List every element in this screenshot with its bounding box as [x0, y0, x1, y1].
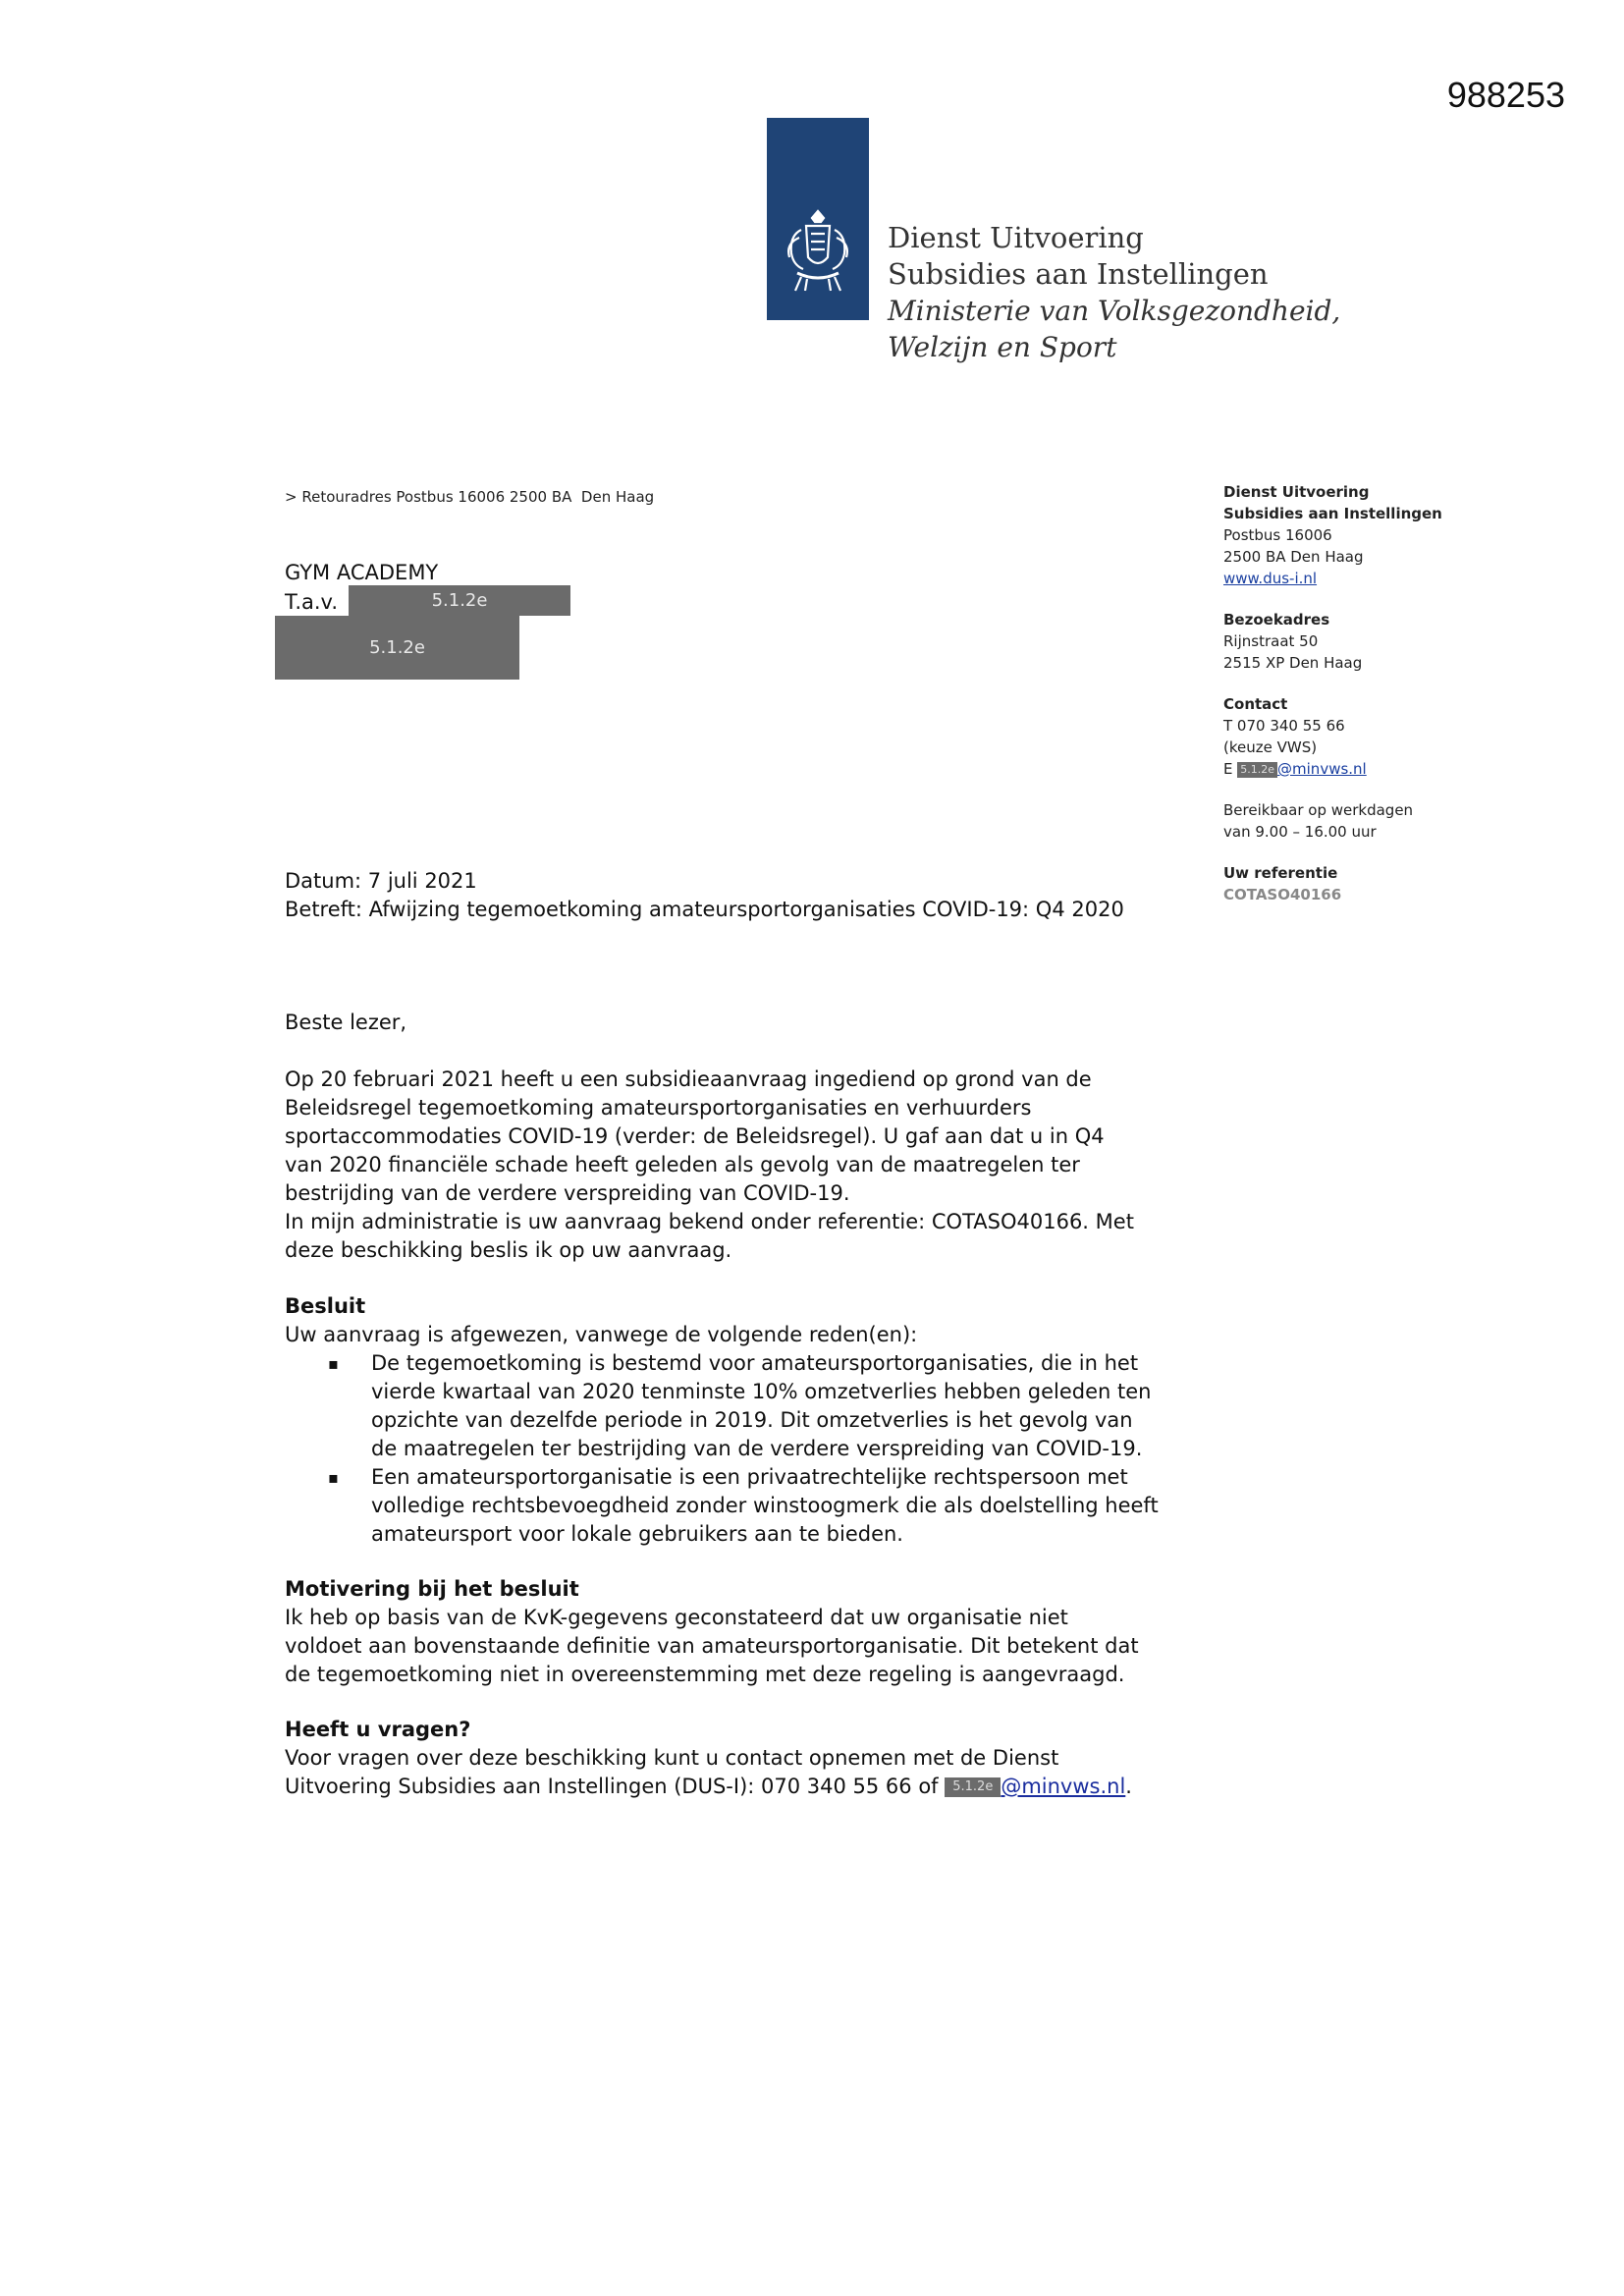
return-address: > Retouradres Postbus 16006 2500 BA Den Haag: [285, 488, 655, 506]
vragen-line: Voor vragen over deze beschikking kunt u contact opnemen met de Dienst: [285, 1746, 1059, 1770]
document-number: 988253: [1446, 75, 1565, 115]
sidebar-phone: T 070 340 55 66: [1223, 717, 1345, 735]
sidebar-email: [1223, 758, 1597, 780]
sidebar-ref-value: COTASO40166: [1223, 886, 1342, 903]
motivering-line: de tegemoetkoming niet in overeenstemming met deze regeling is aangevraagd.: [285, 1663, 1125, 1686]
sidebar-visit-city: 2515 XP Den Haag: [1223, 654, 1363, 672]
besluit-heading: Besluit: [285, 1294, 366, 1318]
sidebar-ref-heading: Uw referentie: [1223, 864, 1338, 882]
logo-line-4: Welzijn en Sport: [888, 331, 1117, 363]
sidebar-org-line-2: Subsidies aan Instellingen: [1223, 505, 1442, 522]
sidebar-postcode: 2500 BA Den Haag: [1223, 548, 1364, 566]
letter-date: Datum: 7 juli 2021: [285, 869, 477, 893]
letter-subject: Betreft: Afwijzing tegemoetkoming amateursportorganisaties COVID-19: Q4 2020: [285, 898, 1124, 921]
vragen-email-link[interactable]: @minvws.nl: [1001, 1775, 1126, 1798]
letter-intro: [285, 1066, 1218, 1265]
intro-line: In mijn administratie is uw aanvraag bekend onder referentie: COTASO40166. Met: [285, 1210, 1134, 1233]
sidebar-phone-note: (keuze VWS): [1223, 738, 1318, 756]
bullet-line: de maatregelen ter bestrijding van de verdere verspreiding van COVID-19.: [371, 1437, 1143, 1460]
motivering-heading: Motivering bij het besluit: [285, 1577, 579, 1601]
intro-line: sportaccommodaties COVID-19 (verder: de Beleidsregel). U gaf aan dat u in Q4: [285, 1124, 1105, 1148]
sidebar-email-link[interactable]: @minvws.nl: [1277, 760, 1367, 778]
logo-line-1: Dienst Uitvoering: [888, 221, 1144, 254]
redaction-block-1: 5.1.2e: [349, 585, 570, 616]
bullet-line: volledige rechtsbevoegdheid zonder winstoogmerk die als doelstelling heeft: [371, 1494, 1159, 1517]
intro-line: deze beschikking beslis ik op uw aanvraag.: [285, 1238, 732, 1262]
bullet-line: ▪ Een amateursportorganisatie is een privaatrechtelijke rechtspersoon met: [371, 1465, 1128, 1489]
recipient-attention: T.a.v.: [285, 590, 339, 614]
intro-line: Op 20 februari 2021 heeft u een subsidieaanvraag ingediend op grond van de: [285, 1067, 1092, 1091]
redaction-block-2: 5.1.2e: [275, 616, 519, 680]
vragen-email-redaction: 5.1.2e: [945, 1777, 1001, 1797]
logo-line-2: Subsidies aan Instellingen: [888, 257, 1269, 291]
bullet-line: vierde kwartaal van 2020 tenminste 10% omzetverlies hebben geleden ten: [371, 1380, 1152, 1403]
logo-line-3: Ministerie van Volksgezondheid,: [888, 295, 1341, 327]
list-item: [285, 1463, 1218, 1549]
vragen-heading: Heeft u vragen?: [285, 1718, 471, 1741]
sidebar-org-line-1: Dienst Uitvoering: [1223, 483, 1370, 501]
letter-header: [285, 867, 1218, 924]
bullet-line: amateursport voor lokale gebruikers aan te bieden.: [371, 1522, 903, 1546]
bullet-line: opzichte van dezelfde periode in 2019. Dit omzetverlies is het gevolg van: [371, 1408, 1133, 1432]
sidebar-email-prefix: E: [1223, 760, 1233, 778]
sidebar-postbus: Postbus 16006: [1223, 526, 1332, 544]
logo-text: [888, 220, 1340, 365]
vragen-text: Uitvoering Subsidies aan Instellingen (DUS-I): 070 340 55 66 of: [285, 1775, 939, 1798]
sidebar-visit-street: Rijnstraat 50: [1223, 632, 1319, 650]
sender-sidebar: [1223, 481, 1597, 905]
coat-of-arms-icon: [776, 208, 860, 297]
list-item: [285, 1349, 1218, 1463]
intro-line: bestrijding van de verdere verspreiding van COVID-19.: [285, 1181, 850, 1205]
besluit-reasons-list: [285, 1349, 1218, 1549]
section-vragen: [285, 1716, 1218, 1801]
vragen-end: .: [1125, 1775, 1132, 1798]
recipient-name: GYM ACADEMY: [285, 561, 439, 584]
besluit-intro: Uw aanvraag is afgewezen, vanwege de volgende reden(en):: [285, 1323, 918, 1346]
motivering-line: voldoet aan bovenstaande definitie van amateursportorganisatie. Dit betekent dat: [285, 1634, 1139, 1658]
motivering-line: Ik heb op basis van de KvK-gegevens geconstateerd dat uw organisatie niet: [285, 1606, 1068, 1629]
section-besluit: [285, 1292, 1218, 1549]
sidebar-hours-line-1: Bereikbaar op werkdagen: [1223, 801, 1414, 819]
letter-salutation: Beste lezer,: [285, 1011, 407, 1034]
sidebar-contact-heading: Contact: [1223, 695, 1288, 713]
bullet-line: ▪ De tegemoetkoming is bestemd voor amateursportorganisaties, die in het: [371, 1351, 1139, 1375]
sidebar-hours-line-2: van 9.00 – 16.00 uur: [1223, 823, 1377, 841]
vragen-line: [285, 1773, 1218, 1801]
sidebar-visit-heading: Bezoekadres: [1223, 611, 1330, 629]
section-motivering: [285, 1575, 1218, 1689]
sidebar-website-link[interactable]: www.dus-i.nl: [1223, 570, 1318, 587]
intro-line: Beleidsregel tegemoetkoming amateursportorganisaties en verhuurders: [285, 1096, 1032, 1120]
sidebar-email-redaction: 5.1.2e: [1237, 762, 1277, 778]
intro-line: van 2020 financiële schade heeft geleden als gevolg van de maatregelen ter: [285, 1153, 1080, 1176]
